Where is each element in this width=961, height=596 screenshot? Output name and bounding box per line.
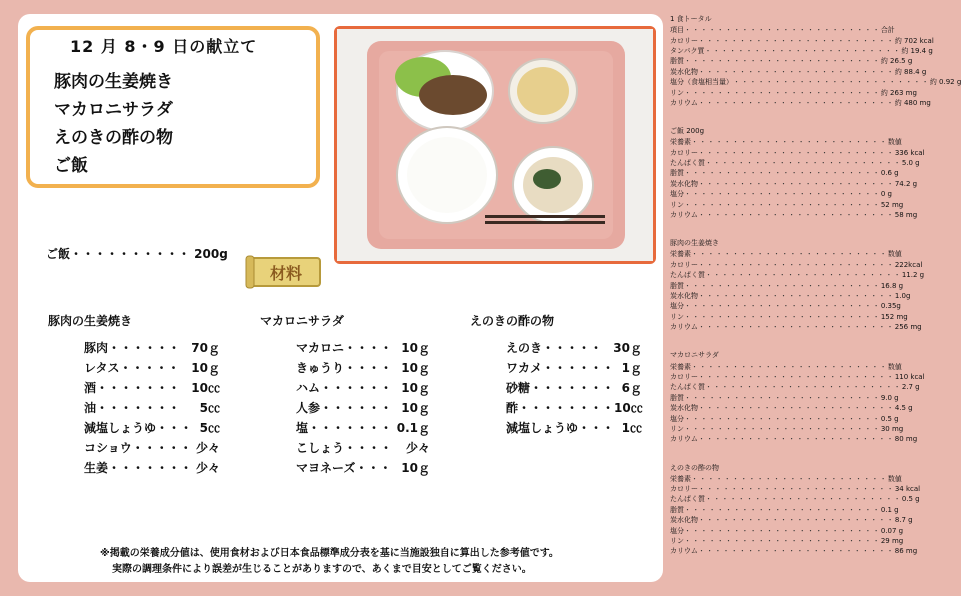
ingredient-qty: 10㏄ — [614, 400, 643, 415]
nutrition-label: リン — [670, 88, 684, 97]
nutrition-row — [670, 361, 902, 371]
nutrition-row — [670, 98, 931, 108]
dot-leader: ・・・・・・・・・・・・・・・・・・・・・・・・ — [691, 474, 888, 483]
dot-leader: ・・・・・・・・・・・・・・・・・・・・・・・・ — [684, 312, 881, 321]
nutrition-row — [670, 168, 899, 178]
ingredient-qty: 70ｇ — [191, 340, 220, 355]
nutrition-row — [670, 56, 913, 66]
nutrition-row — [670, 536, 904, 546]
dot-leader: ・・・・・・・・・・・・・・・・・・・・・・・・ — [698, 67, 895, 76]
nutrition-row — [670, 137, 902, 147]
ingredient-qty: 10㏄ — [191, 380, 220, 395]
nutrition-value: 16.8 g — [880, 281, 904, 290]
nutrition-label: 塩分 — [670, 414, 684, 423]
ingredient-row — [84, 437, 220, 457]
dot-leader: ・・・・・・・・・・・・・・・・・・・・・・・・ — [733, 78, 930, 87]
rice-ingredient-line: ご飯・・・・・・・・・・ 200g — [46, 247, 228, 261]
ingredient-row — [296, 457, 430, 477]
nutrition-label: タンパク質 — [670, 46, 705, 55]
dot-leader: ・・・・・・・・・・・・・・・・・・・・・・・・ — [684, 88, 881, 97]
ingredient-row — [84, 417, 220, 437]
dot-leader: ・・・・・・・・・・・・・・・・・・・・・・・・ — [684, 393, 881, 402]
nutrition-label: 脂質 — [670, 505, 684, 514]
nutrition-value: 5.0 g — [901, 159, 920, 168]
nutrition-section — [670, 463, 921, 557]
nutrition-row — [670, 434, 918, 444]
nutrition-value: 256 mg — [894, 323, 922, 332]
nutrition-row — [670, 210, 918, 220]
nutrition-value: 約 480 mg — [894, 98, 931, 107]
nutrition-value: 8.7 g — [894, 516, 913, 525]
ingredient-name: 塩・・・・・・・ — [296, 420, 393, 435]
ingredient-name: マヨネーズ・・・ — [296, 460, 392, 475]
ingredient-column-title: マカロニサラダ — [260, 314, 344, 328]
dot-leader: ・・・・・・・・・・・・・・・・・・・・・・・・ — [684, 200, 881, 209]
nutrition-label: 炭水化物 — [670, 179, 698, 188]
ingredient-name: 豚肉・・・・・・ — [84, 340, 181, 355]
dot-leader: ・・・・・・・・・・・・・・・・・・・・・・・・ — [684, 414, 881, 423]
nutrition-value: 約 26.5 g — [880, 57, 913, 66]
ingredient-qty: 1㏄ — [621, 420, 642, 435]
nutrition-label: 栄養素 — [670, 362, 691, 371]
menu-title: 12 月 8・9 日の献立て — [70, 37, 258, 56]
nutrition-value: 74.2 g — [894, 179, 918, 188]
nutrition-value: 52 mg — [880, 200, 904, 209]
nutrition-row — [670, 494, 920, 504]
ingredient-row — [296, 417, 430, 437]
nutrition-row — [670, 505, 899, 515]
nutrition-label: 炭水化物 — [670, 67, 698, 76]
nutrition-value: 0.6 g — [880, 169, 899, 178]
nutrition-row — [670, 148, 925, 158]
ingredient-name: ハム・・・・・・ — [296, 380, 393, 395]
dot-leader: ・・・・・・・・・・・・・・・・・・・・・・・・ — [698, 404, 895, 413]
dot-leader: ・・・・・・・・・・・・・・・・・・・・・・・・ — [684, 526, 881, 535]
ingredient-row — [296, 377, 430, 397]
nutrition-value: 4.5 g — [894, 404, 913, 413]
nutrition-label: カリウム — [670, 98, 698, 107]
nutrition-section — [670, 350, 925, 444]
nutrition-row — [670, 393, 899, 403]
nutrition-label: カロリー — [670, 260, 698, 269]
ingredient-qty: 少々 — [195, 440, 220, 455]
nutrition-row — [670, 270, 925, 280]
dot-leader: ・・・・・・・・・・・・・・・・・・・・・・・・ — [705, 159, 902, 168]
dot-leader: ・・・・・・・・・・・・・・・・・・・・・・・・ — [684, 302, 881, 311]
menu-box — [26, 26, 320, 188]
nutrition-label: たんぱく質 — [670, 159, 705, 168]
nutrition-row — [670, 382, 920, 392]
nutrition-row — [670, 35, 934, 45]
ingredient-name: 人参・・・・・・ — [296, 400, 393, 415]
ingredient-qty: 5㏄ — [199, 420, 220, 435]
nutrition-value: 30 mg — [880, 424, 904, 433]
nutrition-value: 数値 — [887, 474, 902, 483]
dot-leader: ・・・・・・・・・・・・・・・・・・・・・・・・ — [697, 98, 895, 107]
dot-leader: ・・・・・・・・・・・・・・・・・・・・・・・・ — [698, 179, 895, 188]
nutrition-row — [670, 312, 908, 322]
nutrition-row — [670, 322, 922, 332]
nutrition-row — [670, 280, 904, 290]
ingredient-name: 減塩しょうゆ・・・ — [506, 420, 615, 435]
nutrition-row — [670, 403, 913, 413]
nutrition-row — [670, 87, 917, 97]
ingredient-column-title: 豚肉の生姜焼き — [48, 314, 133, 328]
ingredient-name: コショウ・・・・・ — [84, 440, 192, 455]
ingredient-qty: 10ｇ — [401, 380, 430, 395]
ingredient-qty: 10ｇ — [401, 460, 430, 475]
nutrition-row — [670, 260, 923, 270]
ingredient-row — [506, 337, 642, 357]
nutrition-label: 塩分 — [670, 526, 684, 535]
nutrition-section-title: 1 食トータル — [670, 15, 712, 23]
ingredient-row — [84, 337, 220, 357]
ingredients-badge — [244, 252, 326, 292]
nutrition-row — [670, 46, 933, 56]
nutrition-row — [670, 25, 895, 35]
ingredient-row — [506, 377, 642, 397]
ingredient-name: こしょう・・・・ — [296, 440, 393, 455]
nutrition-row — [670, 372, 925, 382]
ingredient-row — [296, 337, 430, 357]
dot-leader: ・・・・・・・・・・・・・・・・・・・・・・・・ — [684, 169, 881, 178]
ingredient-row — [84, 397, 220, 417]
dish-item: 豚肉の生姜焼き — [54, 72, 173, 92]
ingredient-name: 酒・・・・・・・ — [84, 380, 181, 395]
ingredient-row — [506, 357, 642, 377]
ingredient-qty: 1ｇ — [621, 360, 642, 375]
dot-leader: ・・・・・・・・・・・・・・・・・・・・・・・・ — [684, 537, 881, 546]
disclaimer-line: 実際の調理条件により誤差が生じることがありますので、あくまで目安としてご覧ください。 — [112, 564, 532, 575]
ingredient-name: 砂糖・・・・・・・ — [506, 380, 615, 395]
nutrition-label: 炭水化物 — [670, 516, 698, 525]
dot-leader: ・・・・・・・・・・・・・・・・・・・・・・・・ — [697, 211, 895, 220]
nutrition-row — [670, 249, 902, 259]
dot-leader: ・・・・・・・・・・・・・・・・・・・・・・・・ — [705, 495, 902, 504]
nutrition-row — [670, 158, 920, 168]
nutrition-value: 0.1 g — [880, 505, 899, 514]
nutrition-label: カリウム — [670, 211, 698, 220]
nutrition-value: 0 g — [880, 190, 892, 199]
nutrition-row — [670, 301, 901, 311]
nutrition-label: 脂質 — [670, 393, 684, 402]
nutrition-row — [670, 546, 918, 556]
dish-item: ご飯 — [54, 156, 88, 176]
nutrition-value: 11.2 g — [901, 271, 925, 280]
nutrition-label: 脂質 — [670, 57, 684, 66]
nutrition-value: 約 0.92 g — [929, 78, 961, 87]
nutrition-label: 項目 — [670, 26, 684, 35]
ingredient-row — [506, 397, 642, 417]
ingredient-column-ginger-pork — [48, 312, 220, 477]
dot-leader: ・・・・・・・・・・・・・・・・・・・・・・・・ — [691, 138, 888, 147]
nutrition-value: 58 mg — [894, 211, 918, 220]
ingredient-row — [506, 417, 642, 437]
nutrition-label: 栄養素 — [670, 250, 691, 259]
ingredient-qty: 10ｇ — [401, 340, 430, 355]
ingredient-qty: 30ｇ — [613, 340, 642, 355]
nutrition-value: 222kcal — [894, 260, 923, 269]
ingredients-badge-label: 材料 — [269, 264, 303, 283]
dot-leader: ・・・・・・・・・・・・・・・・・・・・・・・・ — [684, 281, 881, 290]
nutrition-label: 炭水化物 — [670, 292, 698, 300]
dot-leader: ・・・・・・・・・・・・・・・・・・・・・・・・ — [698, 148, 895, 157]
dish-item: えのきの酢の物 — [54, 128, 173, 148]
nutrition-value: 2.7 g — [901, 383, 920, 392]
ingredient-name: 油・・・・・・・ — [84, 400, 181, 415]
dot-leader: ・・・・・・・・・・・・・・・・・・・・・・・・ — [697, 323, 895, 332]
nutrition-label: 塩分 — [670, 190, 684, 199]
nutrition-label: 栄養素 — [670, 474, 691, 483]
dish-item: マカロニサラダ — [54, 100, 173, 120]
dot-leader: ・・・・・・・・・・・・・・・・・・・・・・・・ — [705, 271, 902, 280]
nutrition-value: 数値 — [887, 250, 902, 259]
dot-leader: ・・・・・・・・・・・・・・・・・・・・・・・・ — [684, 57, 881, 66]
dot-leader: ・・・・・・・・・・・・・・・・・・・・・・・・ — [698, 292, 895, 300]
nutrition-row — [670, 413, 899, 423]
dish-list — [54, 68, 173, 180]
ingredient-name: えのき・・・・・ — [506, 340, 603, 355]
dot-leader: ・・・・・・・・・・・・・・・・・・・・・・・・ — [691, 250, 888, 259]
nutrition-label: リン — [670, 537, 684, 546]
nutrition-row — [670, 515, 913, 525]
nutrition-value: 152 mg — [880, 312, 908, 321]
nutrition-label: たんぱく質 — [670, 271, 705, 280]
nutrition-value: 約 88.4 g — [894, 67, 927, 76]
nutrition-value: 合計 — [880, 26, 895, 35]
ingredient-qty: 6ｇ — [621, 380, 642, 395]
nutrition-label: カロリー — [670, 36, 698, 45]
dot-leader: ・・・・・・・・・・・・・・・・・・・・・・・・ — [684, 26, 881, 35]
nutrition-row — [670, 474, 902, 484]
nutrition-section — [670, 14, 961, 108]
ingredient-name: 生姜・・・・・・・ — [84, 460, 193, 475]
nutrition-value: 約 263 mg — [880, 88, 917, 97]
dot-leader: ・・・・・・・・・・・・・・・・・・・・・・・・ — [698, 372, 895, 381]
meal-photo-illustration — [337, 29, 653, 261]
nutrition-value: 0.07 g — [880, 526, 904, 535]
nutrition-value: 80 mg — [894, 435, 918, 444]
nutrition-label: 脂質 — [670, 169, 684, 178]
ingredient-qty: 10ｇ — [191, 360, 220, 375]
nutrition-label: カロリー — [670, 372, 698, 381]
ingredient-qty: 少々 — [405, 440, 430, 455]
nutrition-value: 0.35g — [880, 302, 901, 311]
ingredient-row — [84, 357, 220, 377]
nutrition-value: 9.0 g — [880, 393, 899, 402]
disclaimer-line: ※掲載の栄養成分値は、使用食材および日本食品標準成分表を基に当施設独自に算出した参考値です。 — [100, 548, 559, 559]
nutrition-label: カロリー — [670, 485, 698, 494]
ingredient-column-title: えのきの酢の物 — [470, 314, 555, 328]
nutrition-label: 塩分（食塩相当量） — [670, 78, 733, 87]
nutrition-row — [670, 199, 904, 209]
nutrition-section — [670, 238, 925, 332]
nutrition-label: リン — [670, 200, 684, 209]
ingredient-qty: 少々 — [195, 460, 220, 475]
nutrition-row — [670, 484, 921, 494]
ingredient-qty: 0.1ｇ — [396, 420, 430, 435]
nutrition-value: 1.0g — [894, 292, 911, 300]
nutrition-value: 数値 — [887, 138, 902, 147]
nutrition-row — [670, 189, 892, 199]
nutrition-label: リン — [670, 424, 684, 433]
ingredient-column-macaroni-salad — [260, 312, 430, 477]
nutrition-row — [670, 525, 904, 535]
nutrition-row — [670, 77, 961, 87]
nutrition-value: 約 19.4 g — [901, 46, 933, 55]
ingredient-name: ワカメ・・・・・・ — [506, 360, 615, 375]
nutrition-label: カロリー — [670, 148, 698, 157]
dot-leader: ・・・・・・・・・・・・・・・・・・・・・・・・ — [684, 424, 881, 433]
nutrition-label: たんぱく質 — [670, 383, 705, 392]
ingredient-row — [296, 397, 430, 417]
ingredient-name: きゅうり・・・・ — [296, 360, 393, 375]
ingredient-name: レタス・・・・・ — [84, 360, 180, 375]
ingredient-qty: 10ｇ — [401, 400, 430, 415]
ingredient-row — [296, 437, 430, 457]
dot-leader: ・・・・・・・・・・・・・・・・・・・・・・・・ — [697, 547, 895, 556]
disclaimer-note — [100, 546, 559, 578]
ingredient-qty: 5㏄ — [199, 400, 220, 415]
nutrition-label: たんぱく質 — [670, 495, 705, 504]
ingredient-name: 減塩しょうゆ・・・ — [84, 420, 193, 435]
dot-leader: ・・・・・・・・・・・・・・・・・・・・・・・・ — [698, 260, 895, 269]
nutrition-row — [670, 424, 904, 434]
dot-leader: ・・・・・・・・・・・・・・・・・・・・・・・・ — [698, 485, 895, 494]
dot-leader: ・・・・・・・・・・・・・・・・・・・・・・・・ — [691, 362, 888, 371]
nutrition-section-title: マカロニサラダ — [670, 351, 719, 360]
nutrition-label: 塩分 — [670, 302, 684, 311]
dot-leader: ・・・・・・・・・・・・・・・・・・・・・・・・ — [697, 435, 895, 444]
nutrition-value: 34 kcal — [894, 485, 921, 494]
nutrition-label: リン — [670, 312, 684, 321]
nutrition-row — [670, 291, 911, 301]
nutrition-sidebar — [670, 14, 961, 575]
nutrition-value: 数値 — [887, 362, 902, 371]
dot-leader: ・・・・・・・・・・・・・・・・・・・・・・・・ — [704, 46, 902, 55]
meal-photo — [334, 26, 656, 264]
ingredient-row — [296, 357, 430, 377]
dot-leader: ・・・・・・・・・・・・・・・・・・・・・・・・ — [705, 383, 902, 392]
ingredient-row — [84, 457, 220, 477]
nutrition-section — [670, 126, 925, 220]
ingredient-row — [84, 377, 220, 397]
nutrition-row — [670, 67, 927, 77]
nutrition-value: 0.5 g — [901, 495, 920, 504]
nutrition-section-title: ご飯 200g — [670, 127, 705, 136]
nutrition-value: 約 702 kcal — [894, 36, 934, 45]
nutrition-row — [670, 179, 918, 189]
nutrition-section-title: 豚肉の生姜焼き — [670, 239, 719, 248]
dot-leader: ・・・・・・・・・・・・・・・・・・・・・・・・ — [684, 190, 881, 199]
nutrition-label: 栄養素 — [670, 138, 691, 147]
dot-leader: ・・・・・・・・・・・・・・・・・・・・・・・・ — [698, 516, 895, 525]
nutrition-value: 336 kcal — [894, 148, 925, 157]
nutrition-label: カリウム — [670, 323, 698, 332]
nutrition-value: 86 mg — [894, 547, 918, 556]
nutrition-label: カリウム — [670, 435, 698, 444]
ingredient-name: マカロニ・・・・ — [296, 340, 393, 355]
nutrition-value: 110 kcal — [894, 372, 925, 381]
nutrition-label: 炭水化物 — [670, 404, 698, 413]
dot-leader: ・・・・・・・・・・・・・・・・・・・・・・・・ — [684, 505, 881, 514]
ingredient-column-enoki-vinegar — [470, 312, 642, 437]
ingredient-name: 酢・・・・・・・・ — [506, 400, 615, 415]
nutrition-label: カリウム — [670, 547, 698, 556]
dot-leader: ・・・・・・・・・・・・・・・・・・・・・・・・ — [698, 36, 895, 45]
ingredient-qty: 10ｇ — [401, 360, 430, 375]
nutrition-value: 0.5 g — [880, 414, 899, 423]
nutrition-value: 29 mg — [880, 537, 904, 546]
nutrition-section-title: えのきの酢の物 — [670, 463, 719, 472]
nutrition-label: 脂質 — [670, 281, 684, 290]
